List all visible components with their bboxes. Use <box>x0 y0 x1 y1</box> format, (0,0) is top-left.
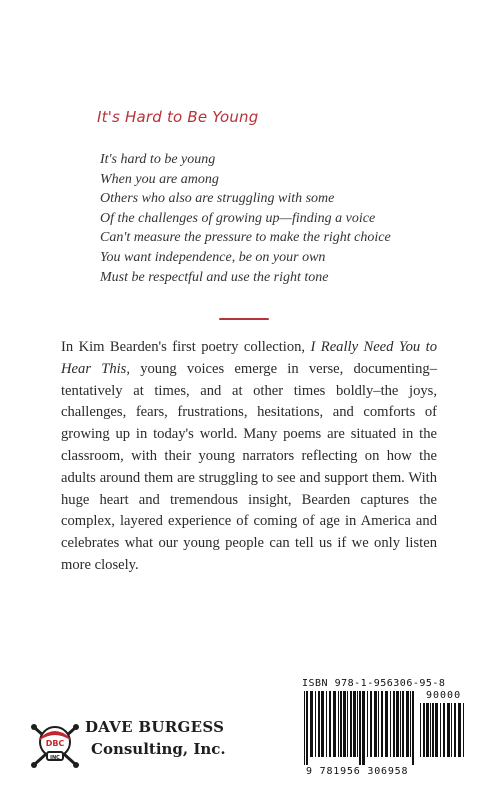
barcode-bar <box>374 691 377 757</box>
barcode-bar <box>343 691 346 757</box>
barcode-bar <box>359 691 361 765</box>
skull-crossbones-icon <box>27 716 85 772</box>
barcode-bar <box>402 691 404 757</box>
section-divider <box>219 318 269 320</box>
poem-line: Of the challenges of growing up—finding a voice <box>100 210 376 226</box>
barcode-bar <box>310 691 313 757</box>
barcode-bar <box>430 703 431 757</box>
isbn-barcode <box>302 678 472 780</box>
book-description <box>61 337 437 577</box>
barcode-bar <box>454 703 456 757</box>
barcode-bar <box>406 691 409 757</box>
barcode-bar <box>329 691 331 757</box>
poem-title: It's Hard to Be Young <box>97 108 259 126</box>
barcode-bar <box>357 691 358 757</box>
description-body: , young voices emerge in verse, documenting–tentatively at times, and at other times boldly–the joys, challenges, fears, frustrations, hesitations, and comforts of growing up in today's world. Many poems are situated in the classroom, with their young narrators reflecting on how the adults around them are struggling to see and support them. With huge heart and tremendous insight, Bearden captures the complex, layered experience of coming of age in America and celebrates what our young people can tell us if we only listen more closely. <box>61 360 437 573</box>
barcode-bar <box>432 703 434 757</box>
barcode-bar <box>385 691 388 757</box>
poem-line: Others who also are struggling with some <box>100 191 335 207</box>
barcode-bar <box>381 691 383 757</box>
barcode-bar <box>350 691 352 757</box>
publisher-subline: Consulting, Inc. <box>91 740 226 758</box>
publisher-name-first: DAVE <box>85 718 133 736</box>
barcode-bar <box>370 691 372 757</box>
book-title-inline: I Really Need You to Hear This <box>61 339 437 377</box>
barcode-bar <box>306 691 308 765</box>
barcode-bar <box>443 703 445 757</box>
barcode-bar <box>400 691 401 757</box>
barcode-bar <box>420 703 421 757</box>
barcode-bar <box>347 691 348 757</box>
barcode-bar <box>333 691 336 757</box>
barcode-bar <box>321 691 324 757</box>
logo-mark-text: DBC <box>45 739 65 748</box>
poem-line: When you are among <box>100 171 219 187</box>
barcode-bar <box>315 691 316 757</box>
logo-mark-subtext: INC <box>50 755 60 761</box>
publisher-name <box>85 718 224 736</box>
barcode-bar <box>426 703 429 757</box>
barcode-bar <box>390 691 391 757</box>
barcode-bar <box>423 703 425 757</box>
barcode-addon-digits: 90000 <box>426 690 462 701</box>
barcode-bar <box>367 691 368 757</box>
poem-body <box>100 150 391 287</box>
barcode-bar <box>338 691 339 757</box>
barcode-bar <box>435 703 438 757</box>
description-intro: In Kim Bearden's first poetry collection, <box>61 339 311 355</box>
barcode-bar <box>304 691 305 765</box>
barcode-bar <box>326 691 327 757</box>
publisher-logo <box>27 716 226 772</box>
barcode-bar <box>362 691 365 765</box>
barcode-bar <box>412 691 414 765</box>
barcode-bar <box>393 691 395 757</box>
poem-line: You want independence, be on your own <box>100 249 326 265</box>
barcode-bars <box>304 691 416 765</box>
poem-line: Must be respectful and use the right tone <box>100 269 329 285</box>
barcode-bar <box>340 691 342 757</box>
barcode-bar <box>410 691 411 757</box>
barcode-bar <box>440 703 441 757</box>
barcode-bar <box>458 703 461 757</box>
barcode-bar <box>396 691 399 757</box>
barcode-bar <box>447 703 450 757</box>
barcode-addon-bars <box>420 703 468 765</box>
poem-line: It's hard to be young <box>100 152 216 167</box>
barcode-bar <box>318 691 320 757</box>
barcode-bar <box>378 691 379 757</box>
poem-line: Can't measure the pressure to make the right choice <box>100 230 391 246</box>
barcode-bar <box>353 691 356 757</box>
barcode-bar <box>451 703 452 757</box>
isbn-label: ISBN 978-1-956306-95-8 <box>302 678 446 689</box>
publisher-name-second: BURGESS <box>138 718 225 736</box>
barcode-bar <box>463 703 464 757</box>
barcode-ean-digits: 9 781956 306958 <box>306 766 409 777</box>
